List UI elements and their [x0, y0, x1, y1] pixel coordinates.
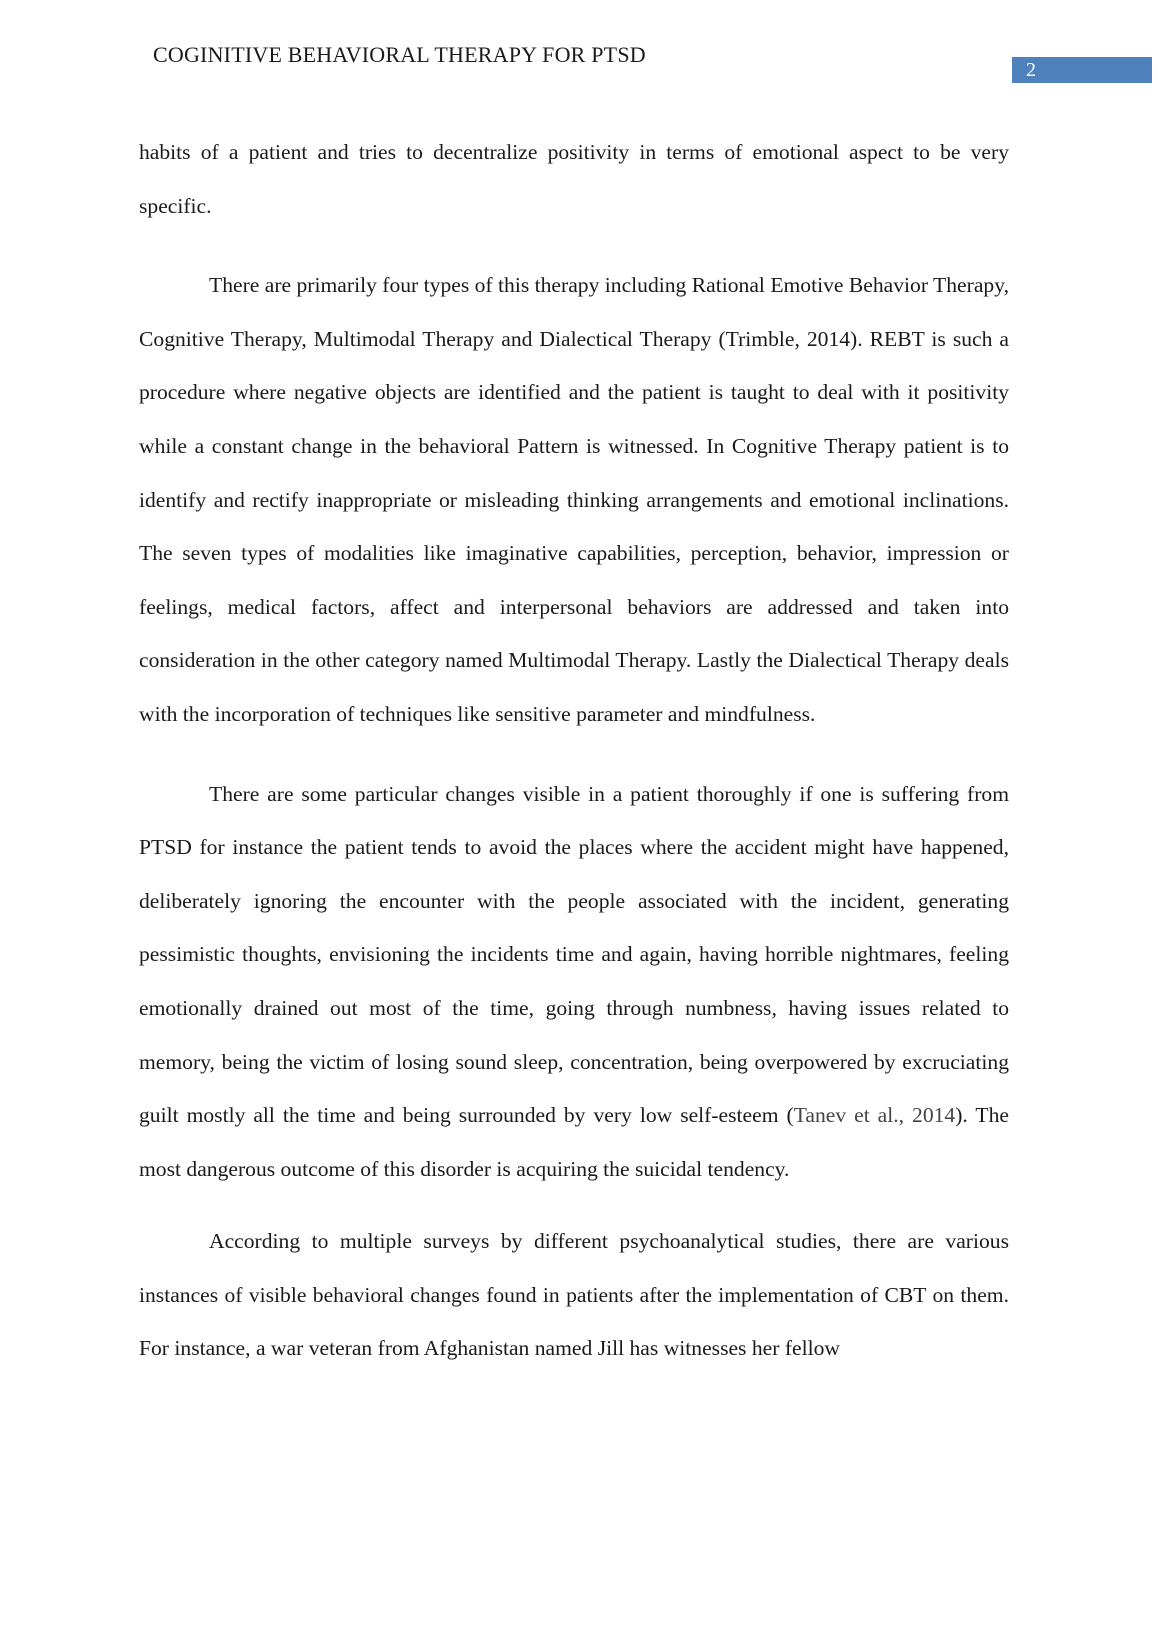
page-number: 2 — [1026, 59, 1036, 81]
running-head: COGINITIVE BEHAVIORAL THERAPY FOR PTSD — [153, 42, 646, 67]
paragraph-3 — [139, 768, 1009, 1197]
page-number-box — [1012, 57, 1152, 83]
body-text — [139, 126, 1009, 1376]
paragraph-3-text-end: ). The most dangerous outcome of this disorder is acquiring the suicidal tendency. — [139, 1103, 1009, 1181]
paragraph-4: According to multiple surveys by different psychoanalytical studies, there are various instances of visible behavioral changes found in patients after the implementation of CBT on them. For instance, a war veteran from Afghanistan named Jill has witnesses her fellow — [139, 1229, 1009, 1361]
paragraph-3-text-start: There are some particular changes visible in a patient thoroughly if one is suffering from PTSD for instance the patient tends to avoid the places where the accident might have happened, deliberately ignoring the encounter with the people associated with the incident, generating pessimistic thoughts, envisioning the incidents time and again, having horrible nightmares, feeling emotionally drained out most of the time, going through numbness, having issues related to memory, being the victim of losing sound sleep, concentration, being overpowered by excruciating guilt mostly all the time and being surrounded by very low self-esteem ( — [139, 781, 1009, 1128]
paragraph-2: There are primarily four types of this therapy including Rational Emotive Behavior Therapy, Cognitive Therapy, Multimodal Therapy and Dialectical Therapy (Trimble, 2014). REBT is such a procedure where negative objects are identified and the patient is taught to deal with it positivity while a constant change in the behavioral Pattern is witnessed. In Cognitive Therapy patient is to identify and rectify inappropriate or misleading thinking arrangements and emotional inclinations. The seven types of modalities like imaginative capabilities, perception, behavior, impression or feelings, medical factors, affect and interpersonal behaviors are addressed and taken into consideration in the other category named Multimodal Therapy. Lastly the Dialectical Therapy deals with the incorporation of techniques like sensitive parameter and mindfulness. — [139, 273, 1009, 726]
citation-tanev: Tanev et al., 2014 — [793, 1103, 956, 1128]
paragraph-1: habits of a patient and tries to decentralize positivity in terms of emotional aspect to be very specific. — [139, 140, 1009, 218]
